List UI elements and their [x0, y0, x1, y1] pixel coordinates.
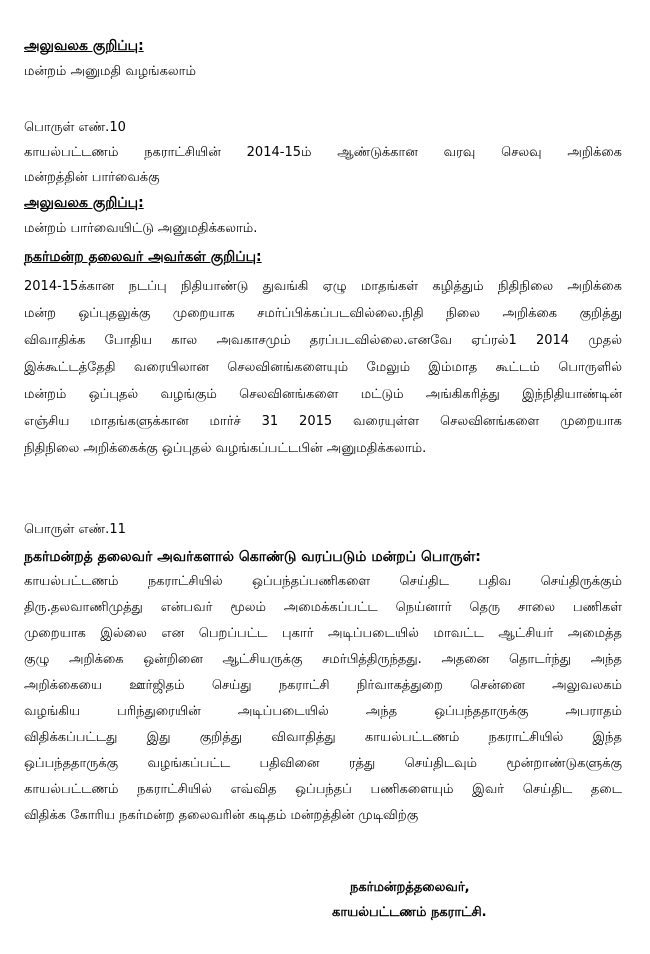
- paragraph-line: அறிக்கையை ஊர்ஜிதம் செய்து நகராட்சி நிர்வாகத்துறை சென்னை அலுவலகம்: [24, 678, 622, 693]
- paragraph-line: முறையாக இல்லை என பெறப்பட்ட புகார் அடிப்படையில் மாவட்ட ஆட்சியர் அமைத்த: [24, 626, 622, 641]
- signature-org: காயல்பட்டணம் நகராட்சி.: [332, 905, 487, 920]
- office-note-text: மன்றம் அனுமதி வழங்கலாம்: [24, 64, 196, 79]
- item-number: பொருள் எண்.10: [24, 120, 126, 135]
- chair-note-heading: நகர்மன்ற தலைவர் அவர்கள் குறிப்பு:: [24, 249, 262, 265]
- paragraph-line: நிதிநிலை அறிக்கைக்கு ஒப்புதல் வழங்கப்பட்டபின் அனுமதிக்கலாம்.: [24, 441, 427, 456]
- office-note-heading: அலுவலக குறிப்பு:: [24, 38, 144, 54]
- paragraph-line: விதிக்கப்பட்டது இது குறித்து விவாதித்து காயல்பட்டணம் நகராட்சியில் இந்த: [24, 730, 622, 745]
- paragraph-line: மன்றம் ஒப்புதல் வழங்கும் செலவினங்களை மட்டும் அங்கிகரித்து இந்நிதியாண்டின்: [24, 387, 622, 402]
- paragraph-line: காயல்பட்டணம் நகராட்சியில் ஒப்பந்தப்பணிகளை செய்திட பதிவ செய்திருக்கும்: [24, 574, 622, 589]
- item-number: பொருள் எண்.11: [24, 522, 126, 537]
- paragraph-line: இக்கூட்டத்தேதி வரையிலான செலவினங்களையும் மேலும் இம்மாத கூட்டம் பொருளில்: [24, 360, 622, 375]
- signature-title: நகர்மன்றத்தலைவர்,: [350, 880, 470, 895]
- paragraph-line: விதிக்க கோரிய நகர்மன்ற தலைவரின் கடிதம் மன்றத்தின் முடிவிற்கு: [24, 808, 419, 823]
- paragraph-line: 2014-15க்கான நடப்பு நிதியாண்டு துவங்கி ஏழு மாதங்கள் கழித்தும் நிதிநிலை அறிக்கை: [24, 279, 622, 294]
- office-note-text: மன்றம் பார்வையிட்டு அனுமதிக்கலாம்.: [24, 221, 258, 236]
- paragraph-line: ஒப்பந்ததாருக்கு வழங்கப்பட்ட பதிவினை ரத்து செய்திடவும் மூன்றாண்டுகளுக்கு: [24, 756, 622, 771]
- paragraph-line: வழங்கிய பரிந்துரையின் அடிப்படையில் அந்த ஒப்பந்ததாருக்கு அபராதம்: [24, 704, 622, 719]
- paragraph-line: குழு அறிக்கை ஒன்றினை ஆட்சியருக்கு சமர்பித்திருந்தது. அதனை தொடர்ந்து அந்த: [24, 652, 622, 667]
- paragraph-line: மன்றத்தின் பார்வைக்கு: [24, 170, 160, 185]
- paragraph-line: மன்ற ஒப்புதலுக்கு முறையாக சமர்ப்பிக்கப்படவில்லை.நிதி நிலை அறிக்கை குறித்து: [24, 306, 622, 321]
- office-note-heading: அலுவலக குறிப்பு:: [24, 195, 144, 211]
- paragraph-line: திரு.தலவாணிமுத்து என்பவர் மூலம் அமைக்கப்பட்ட நெய்னார் தெரு சாலை பணிகள்: [24, 600, 622, 615]
- paragraph-line: காயல்பட்டணம் நகராட்சியில் எவ்வித ஒப்பந்தப் பணிகளையும் இவர் செய்திட தடை: [24, 782, 622, 797]
- paragraph-line: காயல்பட்டணம் நகராட்சியின் 2014-15ம் ஆண்டுக்கான வரவு செலவு அறிக்கை: [24, 145, 622, 160]
- paragraph-line: விவாதிக்க போதிய கால அவகாசமும் தரப்படவில்லை.எனவே ஏப்ரல்1 2014 முதல்: [24, 333, 622, 348]
- item-heading: நகர்மன்றத் தலைவர் அவர்களால் கொண்டு வரப்படும் மன்றப் பொருள்:: [24, 549, 481, 565]
- paragraph-line: எஞ்சிய மாதங்களுக்கான மார்ச் 31 2015 வரையுள்ள செலவினங்களை முறையாக: [24, 414, 622, 429]
